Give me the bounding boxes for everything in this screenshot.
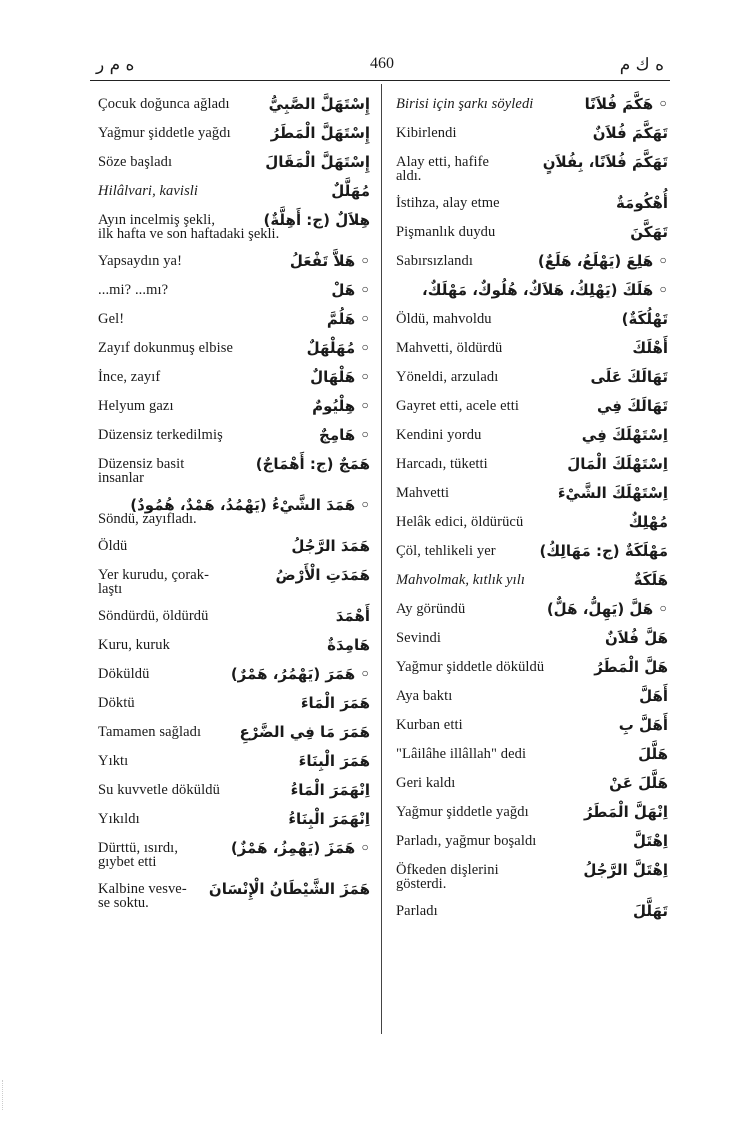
entry-translation: Su kuvvetle döküldü [98,781,220,798]
right-column [396,89,668,925]
entry-arabic-headword: هَمَرَ مَا فِي الضَّرْعِ [239,722,370,741]
entry-continuation: gösterdi. [396,876,447,892]
entry-translation: Tamamen sağladı [98,723,202,740]
dictionary-entry [98,89,370,118]
dictionary-entry [396,565,668,594]
header-left-letters: ه م ر [96,55,135,75]
entry-arabic-headword: ◦ هَلاَّ تَفْعَلُ [289,251,370,270]
dictionary-entry [396,89,668,118]
entry-translation: Aya baktı [396,687,453,704]
entry-translation: İstihza, alay etme [396,194,500,211]
dictionary-entry [396,652,668,681]
entry-translation: Zayıf dokunmuş elbise [98,339,233,356]
dictionary-entry [98,147,370,176]
entry-continuation: ilk hafta ve son haftadaki şekli. [98,226,280,242]
entry-arabic-headword: ◦ هَلْهَالٌ [310,367,370,386]
dictionary-entry [396,304,668,333]
dictionary-entry [98,746,370,775]
entry-translation: Söndürdü, öldürdü [98,607,209,624]
entry-translation: Yıkıldı [98,810,140,827]
entry-arabic-headword: مُهْلِكٌ [628,512,668,531]
dictionary-entry [396,420,668,449]
dictionary-entry [396,333,668,362]
dictionary-entry [396,478,668,507]
entry-arabic-headword: هَمَرَ الْبِنَاءَ [298,751,370,770]
entry-continuation: Söndü, zayıfladı. [98,511,197,527]
entry-translation: Söze başladı [98,153,173,170]
entry-continuation: aldı. [396,168,422,184]
dictionary-entry [98,717,370,746]
page-number: 460 [370,55,394,72]
dictionary-entry [396,826,668,855]
entry-arabic-headword: هَمَرَ الْمَاءَ [300,693,370,712]
dictionary-entry [396,594,668,623]
entry-translation: Kuru, kuruk [98,636,170,653]
entry-translation: Pişmanlık duydu [396,223,496,240]
entry-arabic-headword: تَهَكَّمَ فُلاَنًا، بِفُلاَنٍ [542,152,668,171]
entry-translation: "Lâilâhe illâllah" dedi [396,745,527,762]
entry-arabic-headword: هَلَّلَ [638,744,668,763]
entry-translation: Sabırsızlandı [396,252,474,269]
dictionary-entry [98,630,370,659]
entry-arabic-headword: تَهَكَّمَ فُلاَنٌ [592,123,668,142]
dictionary-entry [98,659,370,688]
dictionary-entry [396,188,668,217]
entry-continuation: gıybet etti [98,854,157,870]
dictionary-entry [98,688,370,717]
entry-arabic-headword: ◦ هَامِجٌ [319,425,370,444]
dictionary-entry [98,391,370,420]
entry-translation: Çocuk doğunca ağladı [98,95,230,112]
dictionary-entry [396,246,668,275]
entry-translation: Çöl, tehlikeli yer [396,542,496,559]
entry-arabic-headword: هَمَدَ الرَّجُلُ [291,536,370,555]
dictionary-entry [396,739,668,768]
dictionary-entry [396,507,668,536]
entry-translation: Helyum gazı [98,397,174,414]
entry-translation: Parladı [396,902,438,919]
dictionary-entry [396,681,668,710]
entry-translation: Gayret etti, acele etti [396,397,520,414]
dictionary-entry [98,333,370,362]
entry-translation: Sevindi [396,629,442,646]
dictionary-entry [98,275,370,304]
entry-arabic-headword: هَلَّلَ عَنْ [609,773,668,792]
entry-translation: Yer kurudu, çorak- [98,566,210,583]
entry-arabic-headword: هِلاَلٌ (ج: أَهِلَّةٌ) [263,210,370,229]
entry-translation: Yağmur şiddetle yağdı [396,803,529,820]
entry-translation: Ayın incelmiş şekli, [98,211,216,228]
entry-continuation: se soktu. [98,895,149,911]
dictionary-entry [98,118,370,147]
dictionary-entry [396,896,668,925]
header-rule [90,80,670,81]
entry-translation: Öldü [98,537,128,554]
entry-arabic-headword: ◦ هَلَكَ (يَهْلِكُ، هَلاَكٌ، هُلُوكٌ، مَهْلَكٌ، [422,280,668,299]
entry-translation: Öfkeden dişlerini [396,861,499,878]
entry-arabic-headword: ◦ هَلَّ (يَهِلُّ، هَلٌّ) [546,599,668,618]
entry-translation: Kibirlendi [396,124,457,141]
entry-arabic-headword: أَهَلَّ [639,686,668,705]
entry-translation: ...mi? ...mı? [98,281,169,298]
entry-arabic-headword: أَهَلَّ بِ [618,715,668,734]
entry-translation: Birisi için şarkı söyledi [396,95,534,112]
entry-arabic-headword: اِنْهَمَرَ الْبِنَاءُ [288,809,370,828]
entry-translation: Dürttü, ısırdı, [98,839,179,856]
dictionary-entry [98,420,370,449]
entry-translation: Parladı, yağmur boşaldı [396,832,537,849]
entry-arabic-headword: اِنْهَلَّ الْمَطَرُ [583,802,668,821]
dictionary-entry [396,623,668,652]
entry-translation: Yağmur şiddetle yağdı [98,124,231,141]
entry-arabic-headword: ◦ هَمَرَ (يَهْمُرُ، هَمْرٌ) [230,664,370,683]
column-divider [381,84,382,1034]
entry-translation: Yıktı [98,752,129,769]
dictionary-entry [98,804,370,833]
dictionary-entry [396,449,668,478]
dictionary-entry [396,710,668,739]
dictionary-entry [98,531,370,560]
entry-arabic-headword: هَلَّ فُلاَنٌ [604,628,668,647]
header-right-letters: ه ك م [619,55,664,75]
dictionary-entry [396,275,668,304]
entry-translation: Mahvetti, öldürdü [396,339,503,356]
entry-translation: Düzensiz basit [98,455,185,472]
entry-arabic-headword: ◦ هَلِعَ (يَهْلَعُ، هَلَعٌ) [537,251,668,270]
entry-translation: Alay etti, hafife [396,153,490,170]
entry-translation: Geri kaldı [396,774,456,791]
dictionary-entry [396,118,668,147]
entry-arabic-headword: هَلَكَةٌ [633,570,668,589]
entry-arabic-headword: ◦ هَمَزَ (يَهْمِزُ، هَمْزٌ) [230,838,370,857]
entry-translation: Kurban etti [396,716,463,733]
entry-arabic-headword: هَامِدَةٌ [327,635,370,654]
entry-arabic-headword: إِسْتَهَلَّ الصَّبِيُّ [268,94,370,113]
entry-arabic-headword: هَلَّ الْمَطَرُ [594,657,668,676]
dictionary-entry [396,768,668,797]
dictionary-entry [98,601,370,630]
entry-arabic-headword: ◦ هَكَّمَ فُلاَنًا [584,94,668,113]
dictionary-entry [98,362,370,391]
entry-translation: Ay göründü [396,600,466,617]
entry-arabic-headword: تَهَالَكَ عَلَى [590,367,668,386]
entry-arabic-headword: مُهَلَّلٌ [331,181,370,200]
dictionary-entry [98,304,370,333]
entry-arabic-headword: إِسْتَهَلَّ الْمَقَالَ [265,152,370,171]
entry-arabic-headword: تَهْلُكَةٌ) [621,309,668,328]
entry-translation: Döktü [98,694,135,711]
entry-arabic-headword: تَهَكَّنَ [630,222,668,241]
entry-translation: Yöneldi, arzuladı [396,368,499,385]
entry-translation: Kalbine vesve- [98,880,187,897]
dictionary-entry [98,176,370,205]
entry-arabic-headword: اِسْتَهْلَكَ الْمَالَ [567,454,668,473]
entry-arabic-headword: اِسْتَهْلَكَ الشَّيْءَ [557,483,668,502]
entry-arabic-headword: أَهْلَكَ [632,338,668,357]
entry-translation: Kendini yordu [396,426,482,443]
scan-margin-marks [2,1080,23,1110]
dictionary-entry [98,246,370,275]
entry-translation: Düzensiz terkedilmiş [98,426,223,443]
dictionary-entry [396,391,668,420]
entry-arabic-headword: أُهْكُومَةٌ [615,193,668,212]
dictionary-entry [98,775,370,804]
entry-arabic-headword: اِهْتَلَّ [632,831,668,850]
entry-continuation: laştı [98,581,123,597]
entry-arabic-headword: اِنْهَمَرَ الْمَاءُ [290,780,370,799]
entry-arabic-headword: تَهَالَكَ فِي [597,396,668,415]
entry-translation: Hilâlvari, kavisli [98,182,199,199]
entry-translation: Yağmur şiddetle döküldü [396,658,545,675]
entry-translation: Helâk edici, öldürücü [396,513,524,530]
entry-translation: Mahvetti [396,484,450,501]
entry-arabic-headword: ◦ هَلْ [331,280,370,299]
entry-arabic-headword: هَمَجٌ (ج: أَهْمَاجٌ) [255,454,370,473]
entry-arabic-headword: ◦ هَمَدَ الشَّيْءُ (يَهْمُدُ، هَمْدٌ، هُمُودٌ) [130,495,370,514]
entry-arabic-headword: إِسْتَهَلَّ الْمَطَرُ [270,123,370,142]
dictionary-entry [396,797,668,826]
dictionary-entry [396,362,668,391]
entry-arabic-headword: ◦ هِلْيُومٌ [312,396,370,415]
left-column [98,89,370,915]
dictionary-entry [396,217,668,246]
entry-translation: Döküldü [98,665,150,682]
dictionary-entry [396,536,668,565]
entry-arabic-headword: هَمَزَ الشَّيْطَانُ الْإِنْسَانَ [208,879,370,898]
entry-arabic-headword: اِهْتَلَّ الرَّجُلُ [583,860,668,879]
entry-arabic-headword: هَمَدَتِ الْأَرْضُ [275,565,370,584]
entry-translation: Harcadı, tüketti [396,455,488,472]
entry-arabic-headword: ◦ مُهَلْهَلٌ [306,338,370,357]
entry-translation: Yapsaydın ya! [98,252,183,269]
entry-arabic-headword: أَهْمَدَ [335,606,370,625]
entry-arabic-headword: مَهْلَكَةٌ (ج: مَهَالِكُ) [539,541,668,560]
entry-arabic-headword: تَهَلَّلَ [632,901,668,920]
entry-translation: Mahvolmak, kıtlık yılı [396,571,526,588]
entry-translation: İnce, zayıf [98,368,161,385]
entry-translation: Öldü, mahvoldu [396,310,492,327]
entry-arabic-headword: اِسْتَهْلَكَ فِي [581,425,668,444]
entry-translation: Gel! [98,310,125,327]
entry-arabic-headword: ◦ هَلُمَّ [326,309,370,328]
entry-continuation: insanlar [98,470,144,486]
page-header [90,55,670,81]
